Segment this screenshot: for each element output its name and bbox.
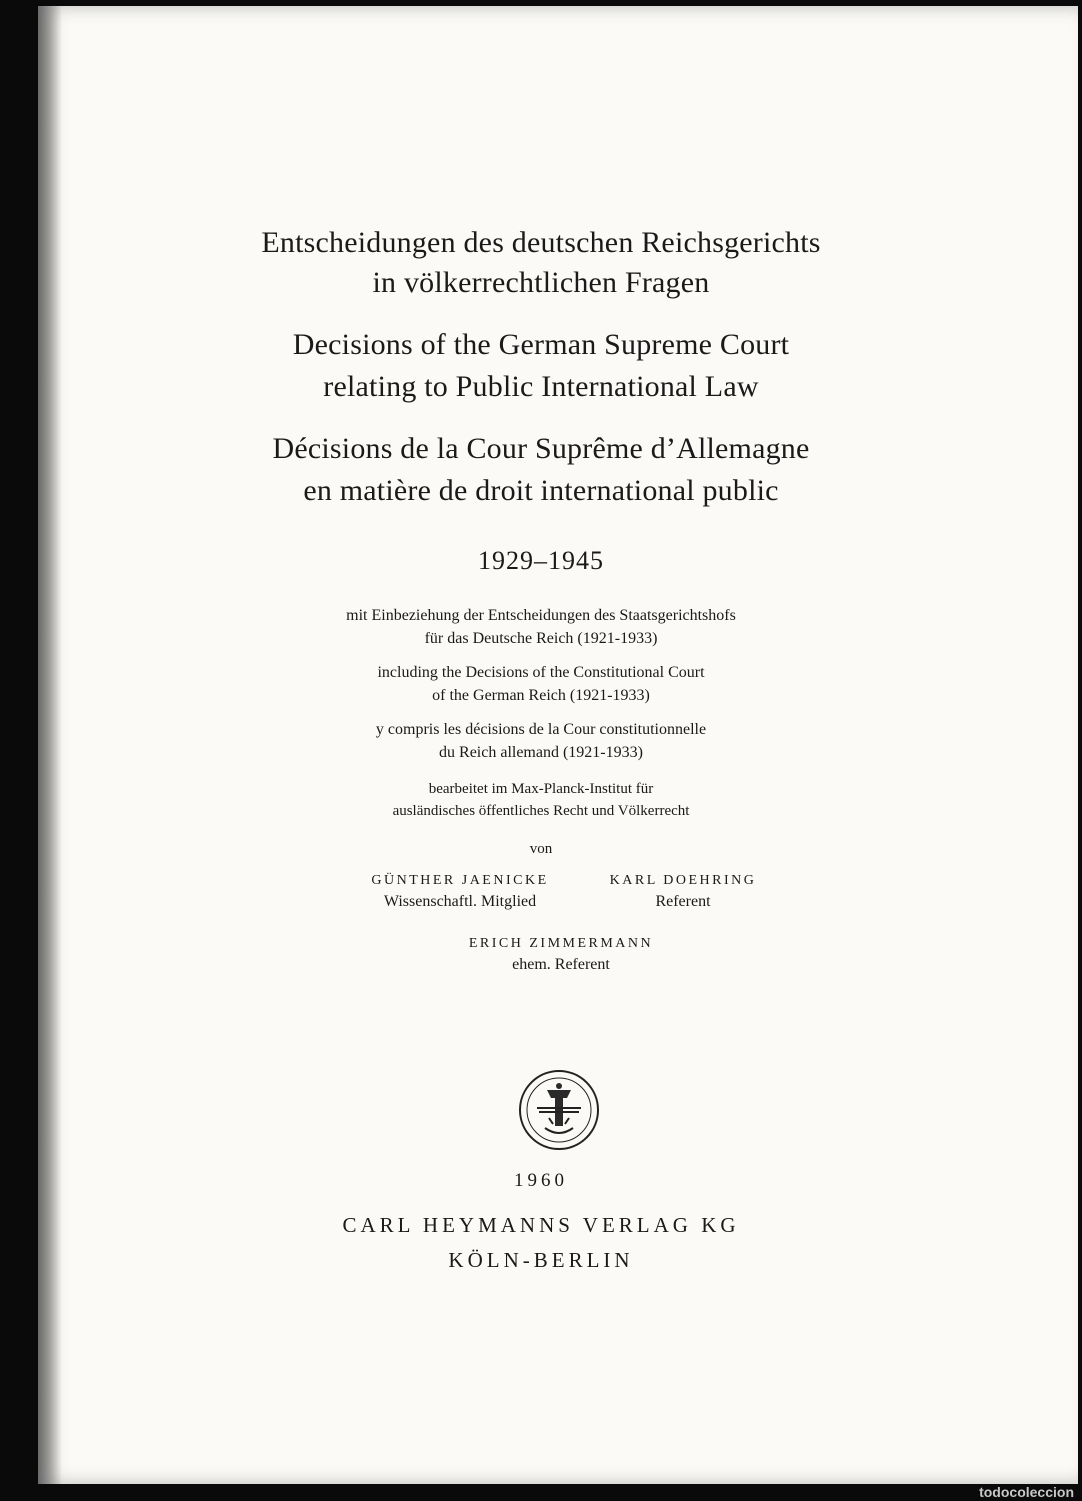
edited-line1: bearbeitet im Max-Planck-Institut für xyxy=(428,781,654,797)
title-en-line2: relating to Public International Law xyxy=(323,370,759,403)
author-name: ERICH ZIMMERMANN xyxy=(468,936,654,951)
publisher-name: CARL HEYMANNS VERLAG KG xyxy=(342,1213,740,1237)
title-de-line1: Entscheidungen des deutschen Reichsgerichts xyxy=(261,226,821,259)
publication-year: 1960 xyxy=(514,1170,568,1191)
author-name: KARL DOEHRING xyxy=(609,873,757,888)
watermark: todocoleccion xyxy=(979,1484,1074,1500)
author-role: ehem. Referent xyxy=(512,956,610,973)
title-fr-line1: Décisions de la Cour Suprême d’Allemagne xyxy=(272,432,810,465)
author-role: Wissenschaftl. Mitglied xyxy=(383,893,537,910)
subtitle-en-line2: of the German Reich (1921-1933) xyxy=(432,687,650,704)
title-fr-line2: en matière de droit international public xyxy=(303,474,779,507)
author-doehring xyxy=(578,873,788,911)
years: 1929–1945 xyxy=(478,546,604,575)
title-de-line2: in völkerrechtlichen Fragen xyxy=(372,266,710,299)
edited-line2: ausländisches öffentliches Recht und Völkerrecht xyxy=(392,803,690,819)
subtitle-de-line2: für das Deutsche Reich (1921-1933) xyxy=(424,630,658,647)
subtitle-fr-line2: du Reich allemand (1921-1933) xyxy=(439,744,643,761)
author-role: Referent xyxy=(655,893,711,910)
subtitle-de-line1: mit Einbeziehung der Entscheidungen des Staatsgerichtshofs xyxy=(346,607,736,624)
author-name: GÜNTHER JAENICKE xyxy=(371,873,549,888)
title-en-line1: Decisions of the German Supreme Court xyxy=(292,328,790,361)
publisher-emblem-icon xyxy=(517,1068,601,1152)
subtitle-en-line1: including the Decisions of the Constitutional Court xyxy=(377,664,705,681)
author-jaenicke xyxy=(340,873,580,911)
publisher-city: KÖLN-BERLIN xyxy=(448,1248,634,1272)
subtitle-fr-line1: y compris les décisions de la Cour constitutionnelle xyxy=(375,721,707,738)
author-zimmermann xyxy=(441,936,681,974)
von-label: von xyxy=(529,841,553,857)
